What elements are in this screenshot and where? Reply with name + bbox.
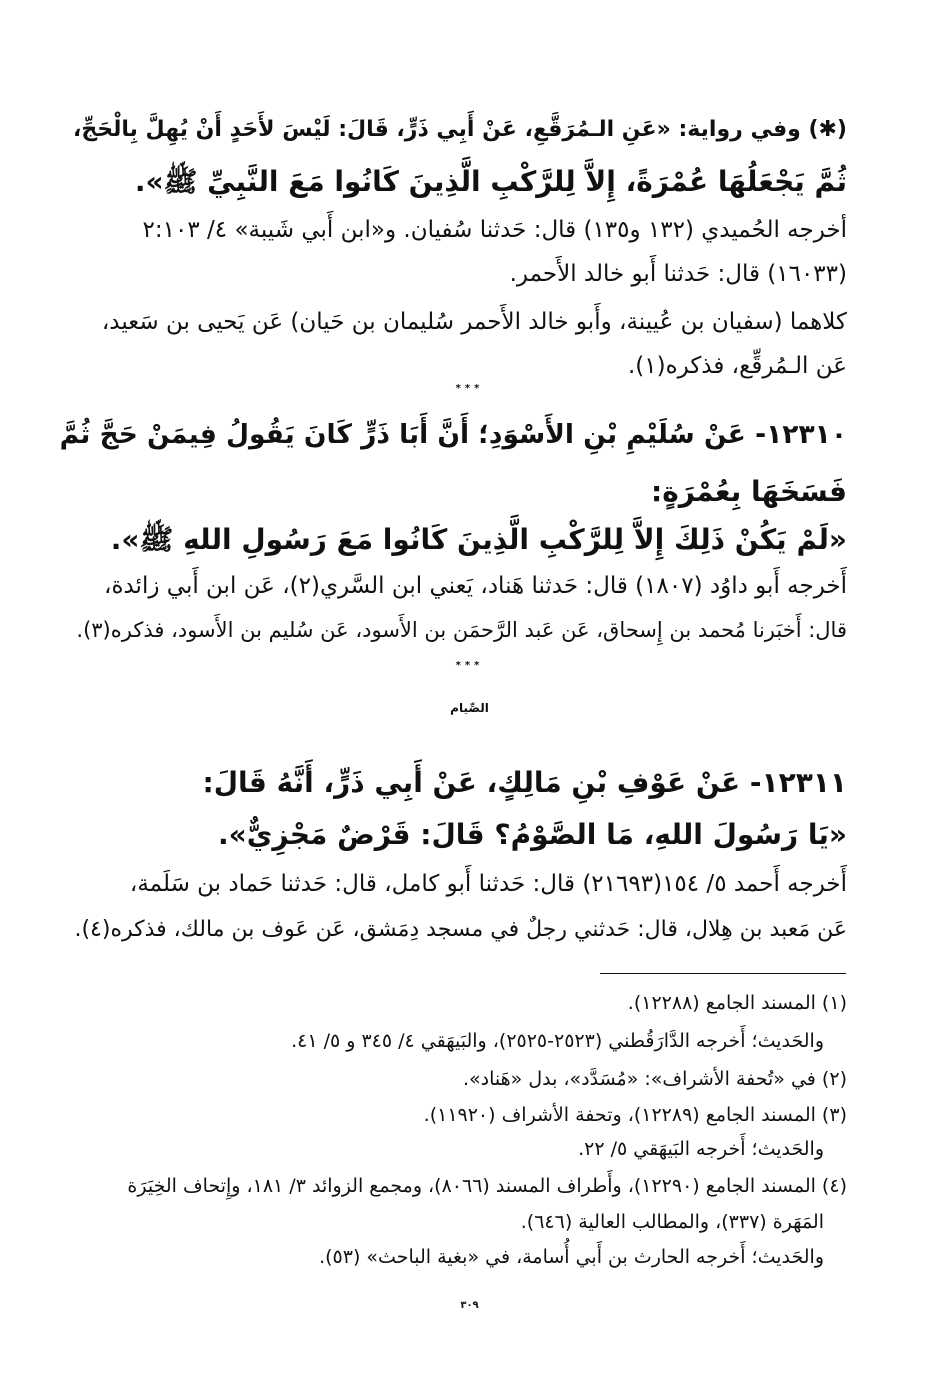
- footnote-line: (٢) في «تُحفة الأشراف»: «مُسَدَّد»، بدل «هَناد».: [462, 1068, 847, 1090]
- footnote-line: (١) المسند الجامع (١٢٢٨٨).: [627, 992, 847, 1014]
- footnote-line: والحَديث؛ أَخرجه الحارث بن أَبي أُسامة، في «بغية الباحث» (٥٣).: [319, 1246, 824, 1268]
- takhrij-line: أَخرجه أَحمد ٥/ ١٥٤(٢١٦٩٣) قال: حَدثنا أَبو كامل، قال: حَدثنا حَماد بن سَلَمة،: [129, 871, 847, 897]
- hadith-12310-line-1: ١٢٣١٠- عَنْ سُلَيْمِ بْنِ الأَسْوَدِ؛ أَنَّ أَبَا ذَرٍّ كَانَ يَقُولُ فِيمَنْ حَجَّ ثُمَّ: [59, 419, 847, 450]
- separator-stars: ***: [455, 383, 484, 394]
- footnote-separator: [600, 973, 846, 974]
- variant-line-2: ثُمَّ يَجْعَلُهَا عُمْرَةً، إِلاَّ لِلرَّكْبِ الَّذِينَ كَانُوا مَعَ النَّبِيِّ ﷺ».: [134, 165, 847, 198]
- footnote-line: والحَديث؛ أَخرجه الدَّارَقُطني (٢٥٢٣-٢٥٢٥)، والبَيهَقي ٤/ ٣٤٥ و ٥/ ٤١.: [291, 1030, 824, 1052]
- takhrij-line: عَن مَعبد بن هِلال، قال: حَدثني رجلٌ في مسجد دِمَشق، عَن عَوف بن مالك، فذكره(٤).: [74, 917, 847, 942]
- takhrij-line: أخرجه الحُميدي (١٣٢ و١٣٥) قال: حَدثنا سُفيان. و«ابن أَبي شَيبة» ٤/ ٢:١٠٣: [142, 217, 847, 243]
- footnote-line: والحَديث؛ أَخرجه البَيهَقي ٥/ ٢٢.: [578, 1138, 824, 1160]
- takhrij-line: كلاهما (سفيان بن عُيينة، وأَبو خالد الأَحمر سُليمان بن حَيان) عَن يَحيى بن سَعيد،: [101, 309, 847, 335]
- hadith-12310-line-2: فَسَخَهَا بِعُمْرَةٍ:: [651, 475, 847, 508]
- takhrij-line: قال: أَخبَرنا مُحمد بن إِسحاق، عَن عَبد الرَّحمَن بن الأَسود، عَن سُليم بن الأَسود، فذكره(٣).: [76, 618, 847, 642]
- takhrij-line: عَن الـمُرقِّع، فذكره(١).: [627, 353, 847, 379]
- variant-line-1: (✱) وفي رواية: «عَنِ الـمُرَقَّعِ، عَنْ أَبِي ذَرٍّ، قَالَ: لَيْسَ لأَحَدٍ أَنْ يُهِلَّ بِالْحَجِّ،: [73, 117, 847, 142]
- footnote-line: المَهَرة (٣٣٧)، والمطالب العالية (٦٤٦).: [520, 1211, 824, 1233]
- hadith-12310-line-3: «لَمْ يَكُنْ ذَلِكَ إِلاَّ لِلرَّكْبِ الَّذِينَ كَانُوا مَعَ رَسُولِ اللهِ ﷺ».: [110, 523, 847, 556]
- chapter-heading: الصِّيام: [450, 701, 489, 715]
- hadith-12311-line-1: ١٢٣١١- عَنْ عَوْفِ بْنِ مَالِكٍ، عَنْ أَبِي ذَرٍّ، أَنَّهُ قَالَ:: [202, 766, 847, 799]
- page-number: ٣٠٩: [460, 1300, 479, 1311]
- separator-stars: ***: [455, 660, 484, 671]
- takhrij-line: (١٦٠٣٣) قال: حَدثنا أَبو خالد الأَحمر.: [509, 261, 847, 287]
- takhrij-line: أَخرجه أَبو داوُد (١٨٠٧) قال: حَدثنا هَناد، يَعني ابن السَّري(٢)، عَن ابن أَبي زائدة،: [104, 573, 847, 599]
- footnote-line: (٤) المسند الجامع (١٢٢٩٠)، وأَطراف المسند (٨٠٦٦)، ومجمع الزوائد ٣/ ١٨١، وإِتحاف الخِيَرَة: [127, 1175, 847, 1197]
- hadith-12311-line-2: «يَا رَسُولَ اللهِ، مَا الصَّوْمُ؟ قَالَ: قَرْضٌ مَجْزِيٌّ».: [218, 818, 847, 851]
- footnote-line: (٣) المسند الجامع (١٢٢٨٩)، وتحفة الأشراف (١١٩٢٠).: [423, 1104, 847, 1126]
